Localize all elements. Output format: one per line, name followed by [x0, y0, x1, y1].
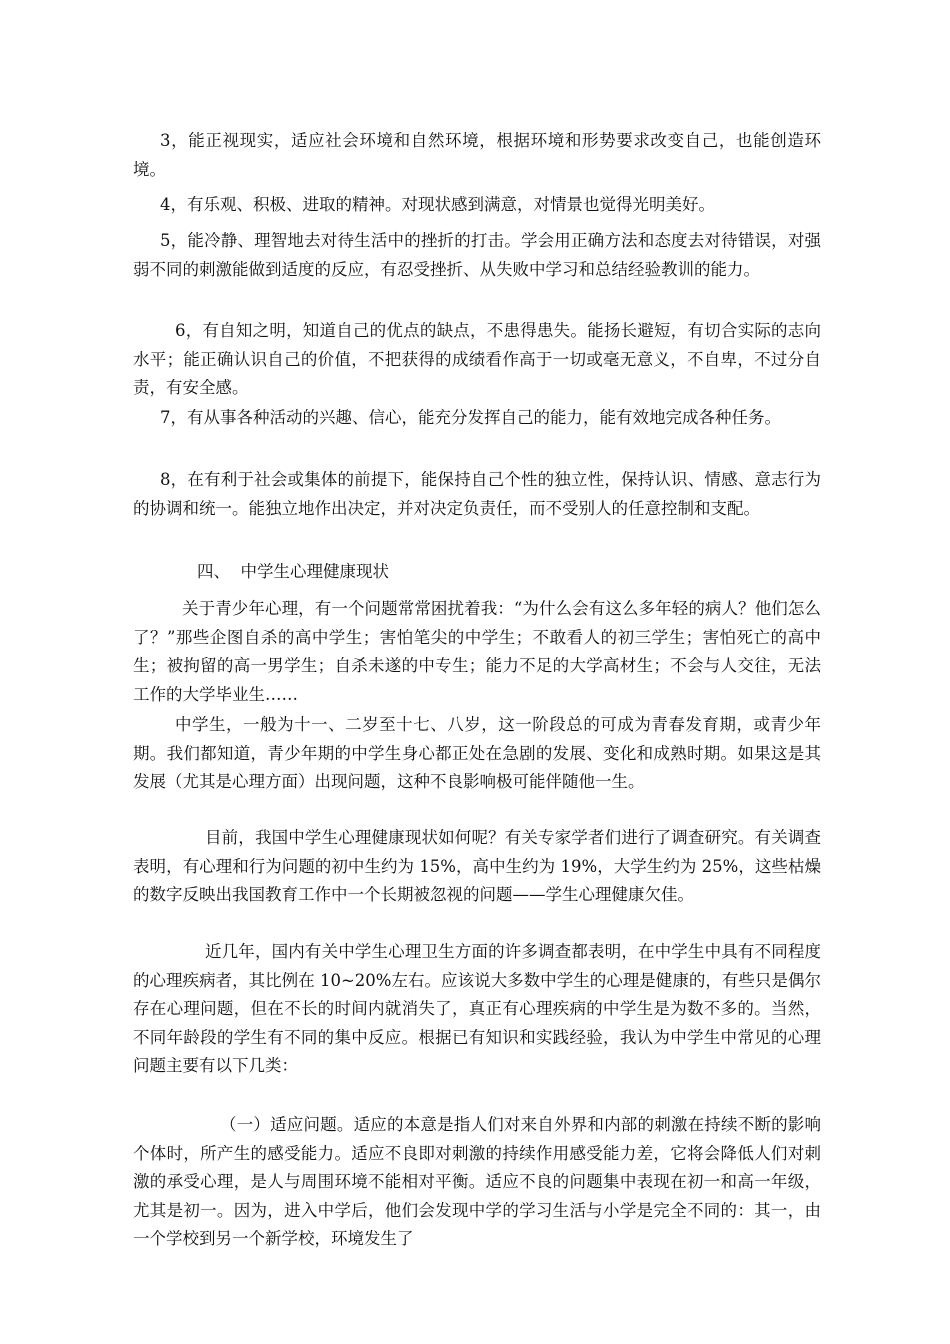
paragraph-item-5: 5，能冷静、理智地去对待生活中的挫折的打击。学会用正确方法和态度去对待错误，对强弱不同的刺激能做到适度的反应，有忍受挫折、从失败中学习和总结经验教训的能力。	[133, 231, 821, 279]
paragraph-survey-stats: 目前，我国中学生心理健康现状如何呢？有关专家学者们进行了调查研究。有关调查表明，有心理和行为问题的初中生约为 15%，高中生约为 19%，大学生约为 25%，这些枯燥的数字反映出我国教育工作中一个长期被忽视的问题——学生心理健康欠佳。	[133, 828, 821, 904]
paragraph-item-3: 3，能正视现实，适应社会环境和自然环境，根据环境和形势要求改变自己，也能创造环境。	[133, 131, 821, 179]
paragraph-adaptation-problem: （一）适应问题。适应的本意是指人们对来自外界和内部的刺激在持续不断的影响个体时，所产生的感受能力。适应不良即对刺激的持续作用感受能力差，它将会降低人们对刺激的承受心理，是人与周围环境不能相对平衡。适应不良的问题集中表现在初一和高一年级，尤其是初一。因为，进入中学后，他们会发现中学的学习生活与小学是完全不同的：其一，由一个学校到另一个新学校，环境发生了	[133, 1115, 821, 1248]
section-heading: 四、 中学生心理健康现状	[197, 562, 389, 581]
paragraph-recent-surveys: 近几年，国内有关中学生心理卫生方面的许多调查都表明，在中学生中具有不同程度的心理疾病者，其比例在 10~20%左右。应该说大多数中学生的心理是健康的，有些只是偶尔存在心理问题，但在不长的时间内就消失了，真正有心理疾病的中学生是为数不多的。当然，不同年龄段的学生有不同的集中反应。根据已有知识和实践经验，我认为中学生中常见的心理问题主要有以下几类：	[133, 942, 821, 1075]
paragraph-item-4: 4，有乐观、积极、进取的精神。对现状感到满意，对情景也觉得光明美好。	[160, 195, 715, 214]
paragraph-item-7: 7，有从事各种活动的兴趣、信心，能充分发挥自己的能力，能有效地完成各种任务。	[160, 408, 781, 427]
paragraph-youth-concern: 关于青少年心理，有一个问题常常困扰着我：“为什么会有这么多年轻的病人？他们怎么了？”那些企图自杀的高中学生；害怕笔尖的中学生；不敢看人的初三学生；害怕死亡的高中生；被拘留的高一男学生；自杀未遂的中专生；能力不足的大学高材生；不会与人交往，无法工作的大学毕业生……	[133, 599, 821, 704]
paragraph-middle-school-age: 中学生，一般为十一、二岁至十七、八岁，这一阶段总的可成为青春发育期，或青少年期。我们都知道，青少年期的中学生身心都正处在急剧的发展、变化和成熟时期。如果这是其发展（尤其是心理方面）出现问题，这种不良影响极可能伴随他一生。	[133, 715, 821, 791]
paragraph-item-8: 8，在有利于社会或集体的前提下，能保持自己个性的独立性，保持认识、情感、意志行为的协调和统一。能独立地作出决定，并对决定负责任，而不受别人的任意控制和支配。	[133, 470, 821, 518]
paragraph-item-6: 6，有自知之明，知道自己的优点的缺点，不患得患失。能扬长避短，有切合实际的志向水平；能正确认识自己的价值，不把获得的成绩看作高于一切或毫无意义，不自卑，不过分自责，有安全感。	[133, 321, 821, 397]
